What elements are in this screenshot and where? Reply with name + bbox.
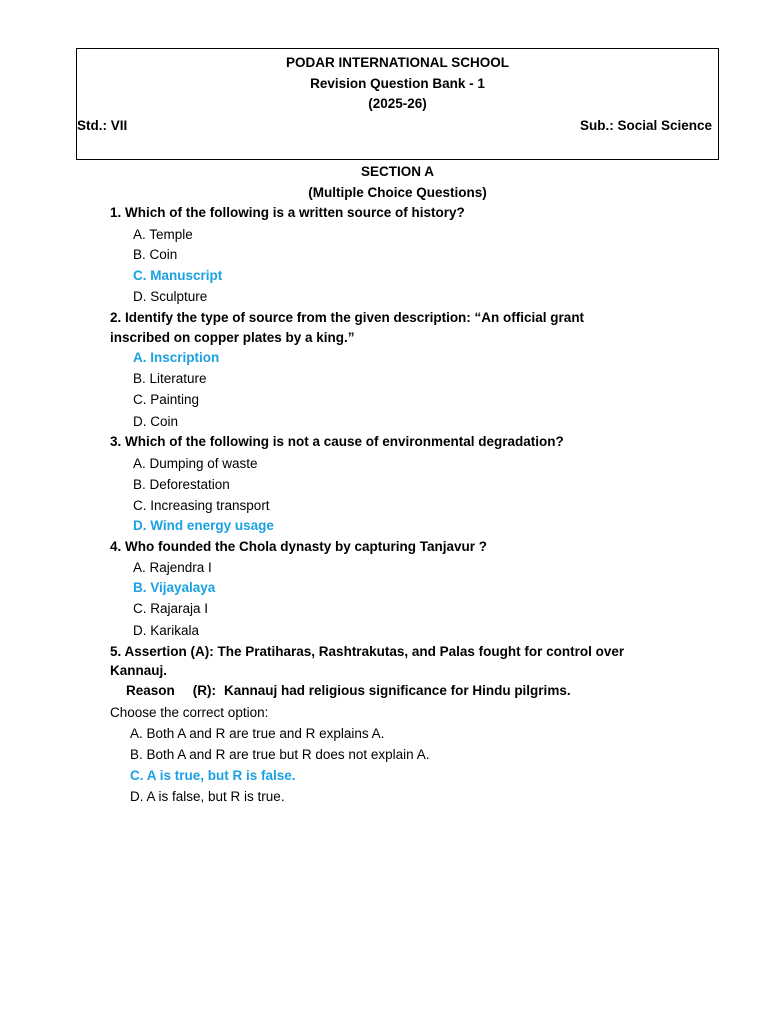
question-3: 3. Which of the following is not a cause of environmental degradation?: [110, 434, 564, 449]
q3-option-c: C. Increasing transport: [133, 498, 270, 513]
question-5-line-1: 5. Assertion (A): The Pratiharas, Rashtrakutas, and Palas fought for control over: [110, 644, 625, 659]
q4-option-c: C. Rajaraja I: [133, 601, 209, 616]
q4-option-a: A. Rajendra I: [133, 560, 212, 575]
subject-label: Sub.: Social Science: [579, 118, 712, 133]
q3-option-d-answer: D. Wind energy usage: [133, 518, 274, 533]
q4-option-d: D. Karikala: [133, 623, 200, 638]
standard-label: Std.: VII: [77, 118, 128, 133]
question-4: 4. Who founded the Chola dynasty by capturing Tanjavur ?: [110, 539, 488, 554]
question-2-line-1: 2. Identify the type of source from the given description: “An official grant: [110, 310, 585, 325]
reason-label: Reason: [126, 683, 175, 698]
q1-option-a: A. Temple: [133, 227, 193, 242]
section-subtitle: (Multiple Choice Questions): [308, 185, 487, 200]
reason-text: Kannauj had religious significance for Hindu pilgrims.: [224, 683, 571, 698]
q2-option-c: C. Painting: [133, 392, 200, 407]
header-box: [76, 48, 719, 160]
q3-option-a: A. Dumping of waste: [133, 456, 258, 471]
section-title: SECTION A: [360, 164, 434, 179]
q5-option-a: A. Both A and R are true and R explains A.: [130, 726, 385, 741]
q2-option-a-answer: A. Inscription: [133, 350, 220, 365]
q5-option-d: D. A is false, but R is true.: [130, 789, 285, 804]
q2-option-d: D. Coin: [133, 414, 179, 429]
reason-tag: (R):: [192, 683, 217, 698]
question-5-line-2: Kannauj.: [110, 663, 168, 678]
document-title: Revision Question Bank - 1: [310, 76, 485, 91]
q4-option-b-answer: B. Vijayalaya: [133, 580, 216, 595]
q2-option-b: B. Literature: [133, 371, 207, 386]
question-1: 1. Which of the following is a written source of history?: [110, 205, 465, 220]
q1-option-c-answer: C. Manuscript: [133, 268, 223, 283]
question-5-reason: [126, 682, 571, 700]
q5-option-b: B. Both A and R are true but R does not explain A.: [130, 747, 430, 762]
school-name: PODAR INTERNATIONAL SCHOOL: [285, 55, 509, 70]
question-2-line-2: inscribed on copper plates by a king.”: [110, 330, 355, 345]
q3-option-b: B. Deforestation: [133, 477, 230, 492]
q5-option-c-answer: C. A is true, but R is false.: [130, 768, 296, 783]
academic-year: (2025-26): [368, 96, 427, 111]
question-5-prompt: Choose the correct option:: [110, 705, 269, 720]
q1-option-d: D. Sculpture: [133, 289, 208, 304]
q1-option-b: B. Coin: [133, 247, 178, 262]
